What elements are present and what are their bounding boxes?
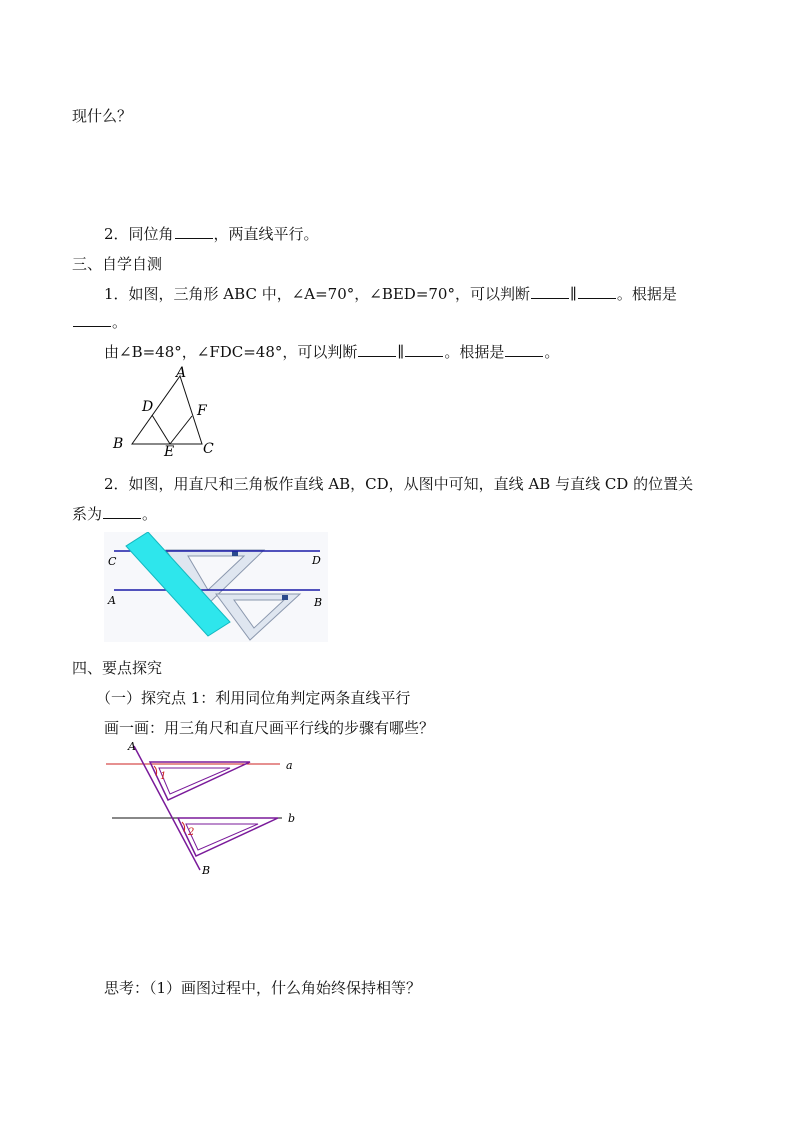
question-1-line-1 xyxy=(104,284,677,304)
question-text: 由∠B=48°，∠FDC=48°，可以判断 xyxy=(104,343,358,361)
label-C: C xyxy=(203,441,214,457)
answer-blank[interactable] xyxy=(103,504,141,519)
label-E: E xyxy=(164,444,175,460)
parallel-symbol: ∥ xyxy=(569,285,577,303)
question-text: 。 xyxy=(142,505,158,523)
ruler-triangle-figure xyxy=(104,532,328,642)
angle-1-label: 1 xyxy=(160,771,167,782)
question-text: 系为 xyxy=(72,505,103,523)
angle-2-label: 2 xyxy=(188,827,195,838)
label-B: B xyxy=(202,864,211,877)
think-question: 思考：（1）画图过程中，什么角始终保持相等？ xyxy=(104,979,422,997)
text-line-2 xyxy=(104,224,319,244)
question-text: 。根据是 xyxy=(444,343,505,361)
parallel-symbol: ∥ xyxy=(397,343,405,361)
label-b: b xyxy=(288,812,296,825)
ruler-edge xyxy=(134,746,200,870)
question-2-line-2 xyxy=(72,504,157,524)
answer-blank[interactable] xyxy=(405,342,443,357)
question-text: 1．如图，三角形 ABC 中，∠A=70°，∠BED=70°，可以判断 xyxy=(104,285,530,303)
label-C: C xyxy=(108,555,117,568)
label-A: A xyxy=(176,365,187,381)
answer-blank[interactable] xyxy=(578,284,616,299)
question-text: 。 xyxy=(544,343,560,361)
answer-blank[interactable] xyxy=(505,342,543,357)
label-B: B xyxy=(314,596,323,609)
question-1-line-2 xyxy=(72,312,127,332)
label-a: a xyxy=(286,759,293,772)
draw-prompt: 画一画：用三角尺和直尺画平行线的步骤有哪些？ xyxy=(104,719,435,737)
question-text: 。 xyxy=(112,313,128,331)
fill-prompt-end: ，两直线平行。 xyxy=(213,225,319,243)
label-A: A xyxy=(108,594,116,607)
fill-prompt: 2．同位角 xyxy=(104,225,174,243)
answer-blank[interactable] xyxy=(358,342,396,357)
section-heading-3: 三、自学自测 xyxy=(72,255,163,273)
question-1-line-3 xyxy=(104,342,559,362)
answer-blank[interactable] xyxy=(73,312,111,327)
text-line-1: 现什么？ xyxy=(72,107,133,125)
label-A: A xyxy=(128,740,136,753)
answer-blank[interactable] xyxy=(175,224,213,239)
section-heading-4: 四、要点探究 xyxy=(72,659,163,677)
question-text: 。根据是 xyxy=(616,285,677,303)
label-F: F xyxy=(197,403,207,419)
label-B: B xyxy=(113,436,124,452)
answer-blank[interactable] xyxy=(531,284,569,299)
label-D: D xyxy=(142,399,154,415)
triangle-figure xyxy=(108,364,218,460)
parallel-drawing-figure xyxy=(104,738,300,878)
label-D: D xyxy=(312,554,321,567)
question-2-line-1: 2．如图，用直尺和三角板作直线 AB，CD，从图中可知，直线 AB 与直线 CD 的位置关 xyxy=(104,475,694,493)
exploration-point-1: （一）探究点 1：利用同位角判定两条直线平行 xyxy=(96,689,411,707)
